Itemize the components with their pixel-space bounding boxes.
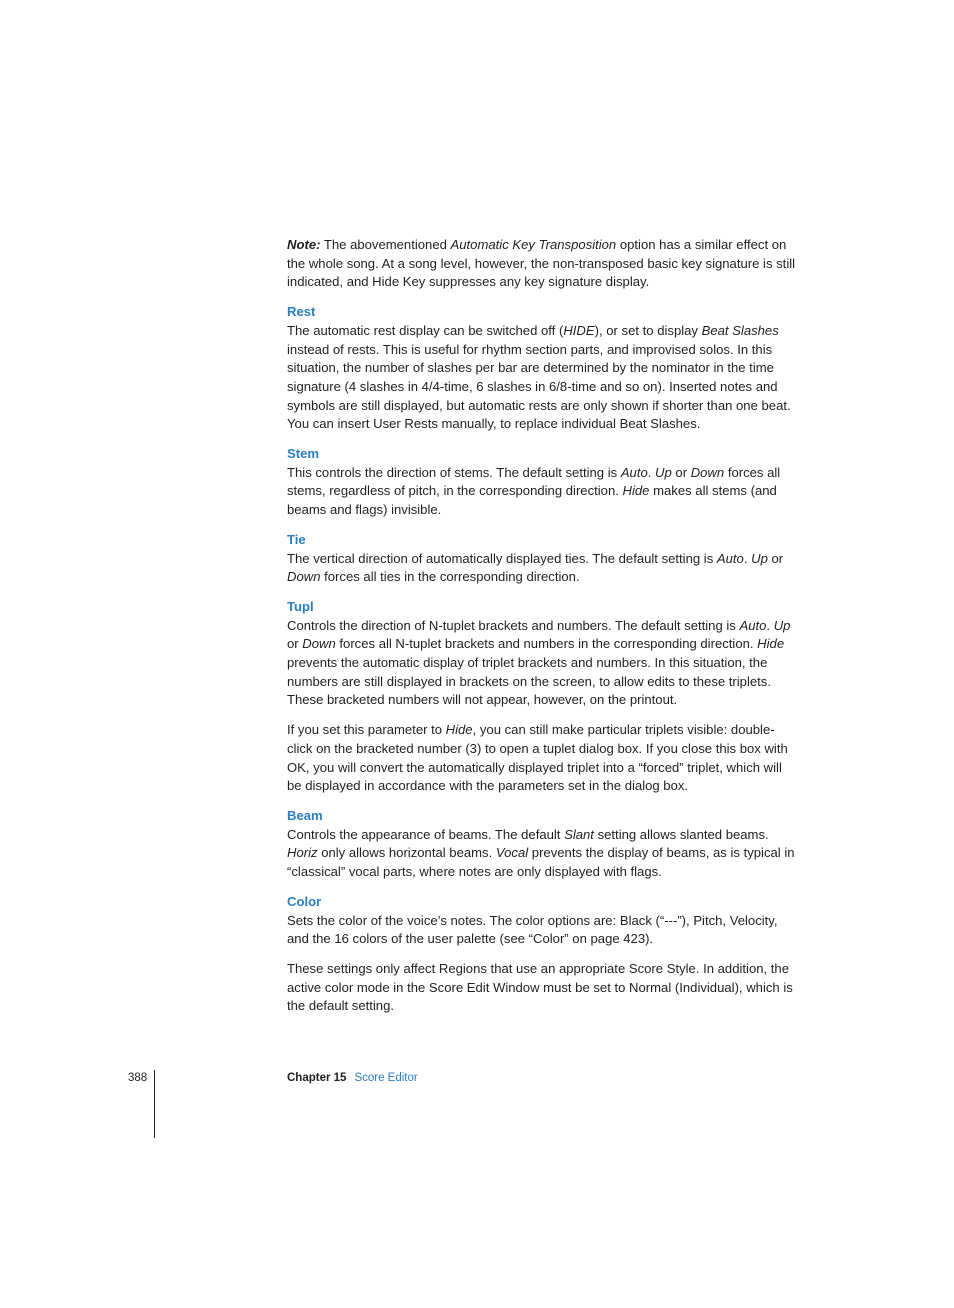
note-text: option has a similar effect on the whole song. At a song level, however, the non-transposed basic key signature is still indicated, and Hide Key suppresses any key signature display.	[287, 237, 796, 290]
tie-text: or	[767, 550, 784, 566]
rest-heading: Rest	[287, 304, 316, 320]
tupl-text: If you set this parameter to	[287, 722, 446, 738]
beam-term: Horiz	[287, 845, 318, 861]
color-text: Sets the color of the voice’s notes. The color options are: Black (“---”), Pitch, Velocity, and the 16 colors of the user palette (see “Color” on page 423).	[287, 912, 778, 947]
stem-paragraph	[287, 464, 797, 520]
beam-heading: Beam	[287, 807, 323, 823]
stem-text: forces all stems, regardless of pitch, in the corresponding direction.	[287, 464, 781, 499]
chapter-label: Chapter 15	[287, 1072, 347, 1084]
tie-term: Down	[287, 569, 321, 585]
stem-text: makes all stems (and beams and flags) invisible.	[287, 483, 777, 518]
stem-text: or	[671, 464, 691, 480]
tupl-term: Hide	[757, 636, 785, 652]
beam-term: Slant	[564, 826, 594, 842]
rest-term: Beat Slashes	[701, 322, 779, 338]
tie-text: forces all ties in the corresponding direction.	[320, 569, 580, 585]
stem-term: Auto	[620, 464, 648, 480]
beam-text: only allows horizontal beams.	[317, 845, 496, 861]
stem-term: Hide	[622, 483, 650, 499]
tupl-text: .	[766, 617, 774, 633]
stem-term: Down	[690, 464, 725, 480]
note-paragraph	[287, 236, 797, 292]
rest-text: ), or set to display	[594, 322, 702, 338]
tupl-term: Hide	[445, 722, 473, 738]
rest-term: HIDE	[563, 322, 595, 338]
stem-text: This controls the direction of stems. The default setting is	[287, 464, 621, 480]
tie-term: Auto	[716, 550, 744, 566]
tupl-paragraph	[287, 617, 797, 711]
tie-heading: Tie	[287, 531, 306, 547]
footer-chapter	[287, 1070, 418, 1086]
rest-text: The automatic rest display can be switched off (	[287, 322, 564, 338]
note-text: The abovementioned	[320, 237, 451, 252]
rest-paragraph	[287, 322, 797, 434]
tupl-term: Down	[302, 636, 336, 652]
chapter-title: Score Editor	[354, 1072, 418, 1084]
page-body	[287, 236, 797, 1016]
beam-text: Controls the appearance of beams. The default	[287, 826, 565, 842]
tupl-text: or	[287, 636, 303, 652]
footer-divider	[154, 1070, 155, 1138]
color-heading: Color	[287, 893, 322, 909]
tupl-text: Controls the direction of N-tuplet brackets and numbers. The default setting is	[287, 617, 740, 633]
tupl-heading: Tupl	[287, 598, 314, 614]
tupl-term: Auto	[739, 617, 767, 633]
tie-paragraph	[287, 550, 797, 587]
color-paragraph-2: These settings only affect Regions that use an appropriate Score Style. In addition, the active color mode in the Score Edit Window must be set to Normal (Individual), which is the default setting.	[287, 960, 793, 1014]
tupl-text: forces all N-tuplet brackets and numbers in the corresponding direction.	[335, 636, 758, 652]
tie-term: Up	[751, 550, 768, 566]
stem-text: .	[647, 464, 656, 480]
page-number: 388	[128, 1072, 148, 1084]
beam-text: prevents the display of beams, as is typical in “classical” vocal parts, where notes are only displayed with flags.	[287, 845, 795, 880]
note-term: Automatic Key Transposition	[450, 237, 617, 252]
beam-paragraph	[287, 826, 797, 882]
note-label: Note:	[287, 237, 321, 252]
beam-term: Vocal	[495, 845, 529, 861]
stem-term: Up	[655, 464, 672, 480]
rest-text: instead of rests. This is useful for rhythm section parts, and improvised solos. In this situation, the number of slashes per bar are determined by the nominator in the time signature (4 slashes in 4/4-time, 6 slashes in 6/8-time and so on). Inserted notes and symbols are still displayed, but automatic rests are only shown if shorter than one beat. You can insert User Rests manually, to replace individual Beat Slashes.	[287, 341, 791, 432]
tupl-text: prevents the automatic display of triplet brackets and numbers. In this situation, the numbers are still displayed in brackets on the screen, to allow edits to these triplets. These bracketed numbers will not appear, however, on the printout.	[287, 655, 771, 708]
beam-text: setting allows slanted beams.	[593, 826, 769, 842]
tupl-term: Up	[773, 617, 791, 633]
stem-heading: Stem	[287, 446, 320, 462]
tupl-paragraph-2	[287, 721, 797, 796]
color-paragraph	[287, 912, 797, 949]
tupl-text: , you can still make particular triplets visible: double-click on the bracketed number (3) to open a tuplet dialog box. If you close this box with OK, you will convert the automatically displayed triplet into a “forced” triplet, which will be displayed in accordance with the parameters set in the dialog box.	[287, 722, 788, 794]
tie-text: The vertical direction of automatically displayed ties. The default setting is	[287, 550, 717, 566]
tie-text: .	[743, 550, 752, 566]
